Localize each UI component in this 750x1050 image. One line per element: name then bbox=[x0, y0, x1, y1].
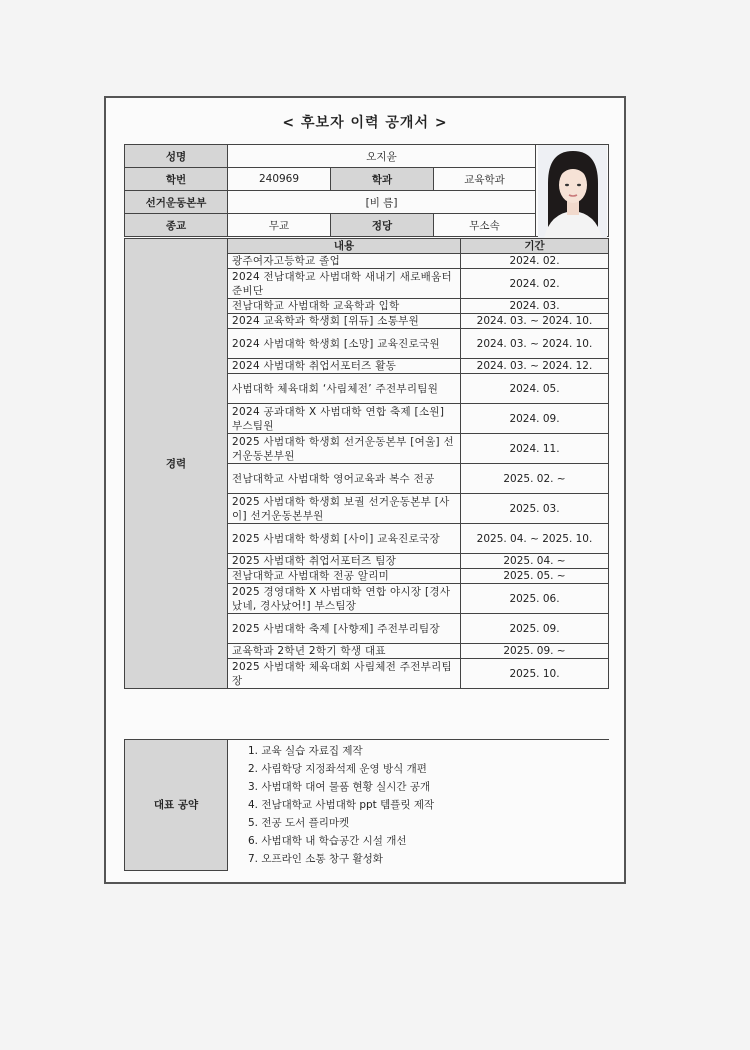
career-period: 2025. 10. bbox=[461, 659, 609, 689]
career-content: 2025 사범대학 학생회 선거운동본부 [여울] 선거운동본부원 bbox=[228, 434, 461, 464]
career-section-label: 경력 bbox=[125, 239, 228, 689]
career-content: 전남대학교 사범대학 영어교육과 복수 전공 bbox=[228, 464, 461, 494]
student-id-value: 240969 bbox=[228, 168, 331, 191]
career-period: 2025. 09. bbox=[461, 614, 609, 644]
career-content: 2025 사범대학 체육대회 사림체전 주전부리팀장 bbox=[228, 659, 461, 689]
religion-label: 종교 bbox=[125, 214, 228, 237]
career-period: 2025. 06. bbox=[461, 584, 609, 614]
career-table bbox=[124, 238, 609, 689]
dept-label: 학과 bbox=[331, 168, 434, 191]
party-label: 정당 bbox=[331, 214, 434, 237]
career-period: 2024. 03. bbox=[461, 299, 609, 314]
pledges-cell bbox=[228, 740, 609, 871]
candidate-resume-sheet bbox=[104, 96, 626, 884]
career-period: 2025. 02. ~ bbox=[461, 464, 609, 494]
career-period: 2025. 03. bbox=[461, 494, 609, 524]
student-id-label: 학번 bbox=[125, 168, 228, 191]
career-period: 2024. 03. ~ 2024. 10. bbox=[461, 329, 609, 359]
career-content: 2024 사범대학 학생회 [소망] 교육진로국원 bbox=[228, 329, 461, 359]
career-period: 2024. 02. bbox=[461, 269, 609, 299]
pledge-item: 7. 오프라인 소통 창구 활성화 bbox=[248, 853, 383, 865]
candidate-photo bbox=[538, 145, 607, 238]
career-header-period: 기간 bbox=[461, 239, 609, 254]
career-period: 2024. 03. ~ 2024. 10. bbox=[461, 314, 609, 329]
career-content: 2024 사범대학 취업서포터즈 활동 bbox=[228, 359, 461, 374]
career-content: 2025 경영대학 X 사범대학 연합 야시장 [경사났네, 경사났어!] 부스팀장 bbox=[228, 584, 461, 614]
name-label: 성명 bbox=[125, 145, 228, 168]
pledge-item: 3. 사범대학 대여 물품 현황 실시간 공개 bbox=[248, 781, 431, 793]
career-content: 사범대학 체육대회 ‘사림체전’ 주전부리팀원 bbox=[228, 374, 461, 404]
career-content: 2025 사범대학 축제 [사향제] 주전부리팀장 bbox=[228, 614, 461, 644]
pledge-item: 6. 사범대학 내 학습공간 시설 개선 bbox=[248, 835, 407, 847]
name-value: 오지윤 bbox=[228, 145, 536, 168]
career-header-content: 내용 bbox=[228, 239, 461, 254]
pledge-item: 4. 전남대학교 사범대학 ppt 템플릿 제작 bbox=[248, 799, 435, 811]
career-content: 2024 전남대학교 사범대학 새내기 새로배움터 준비단 bbox=[228, 269, 461, 299]
career-content: 2025 사범대학 학생회 [사이] 교육진로국장 bbox=[228, 524, 461, 554]
career-period: 2025. 05. ~ bbox=[461, 569, 609, 584]
pledge-item: 1. 교육 실습 자료집 제작 bbox=[248, 745, 363, 757]
pledge-item: 5. 전공 도서 플리마켓 bbox=[248, 817, 350, 829]
pledge-list bbox=[232, 740, 605, 870]
party-value: 무소속 bbox=[434, 214, 536, 237]
portrait-image bbox=[538, 145, 607, 238]
campaign-value: [비 름] bbox=[228, 191, 536, 214]
career-period: 2024. 11. bbox=[461, 434, 609, 464]
career-period: 2025. 09. ~ bbox=[461, 644, 609, 659]
dept-value: 교육학과 bbox=[434, 168, 536, 191]
career-content: 2025 사범대학 학생회 보궐 선거운동본부 [사이] 선거운동본부원 bbox=[228, 494, 461, 524]
pledges-table bbox=[124, 739, 609, 871]
pledges-section-label: 대표 공약 bbox=[125, 740, 228, 871]
campaign-label: 선거운동본부 bbox=[125, 191, 228, 214]
career-period: 2024. 03. ~ 2024. 12. bbox=[461, 359, 609, 374]
career-content: 2025 사범대학 취업서포터즈 팀장 bbox=[228, 554, 461, 569]
candidate-info-table bbox=[124, 144, 609, 237]
career-period: 2024. 02. bbox=[461, 254, 609, 269]
career-content: 전남대학교 사범대학 전공 알리미 bbox=[228, 569, 461, 584]
career-content: 전남대학교 사범대학 교육학과 입학 bbox=[228, 299, 461, 314]
career-content: 광주여자고등학교 졸업 bbox=[228, 254, 461, 269]
career-content: 2024 교육학과 학생회 [위듀] 소통부원 bbox=[228, 314, 461, 329]
career-period: 2025. 04. ~ 2025. 10. bbox=[461, 524, 609, 554]
pledge-item: 2. 사림학당 지정좌석제 운영 방식 개편 bbox=[248, 763, 427, 775]
career-period: 2024. 05. bbox=[461, 374, 609, 404]
religion-value: 무교 bbox=[228, 214, 331, 237]
career-period: 2024. 09. bbox=[461, 404, 609, 434]
document-title: < 후보자 이력 공개서 > bbox=[282, 115, 448, 131]
career-period: 2025. 04. ~ bbox=[461, 554, 609, 569]
career-content: 교육학과 2학년 2학기 학생 대표 bbox=[228, 644, 461, 659]
career-content: 2024 공과대학 X 사범대학 연합 축제 [소원] 부스팀원 bbox=[228, 404, 461, 434]
